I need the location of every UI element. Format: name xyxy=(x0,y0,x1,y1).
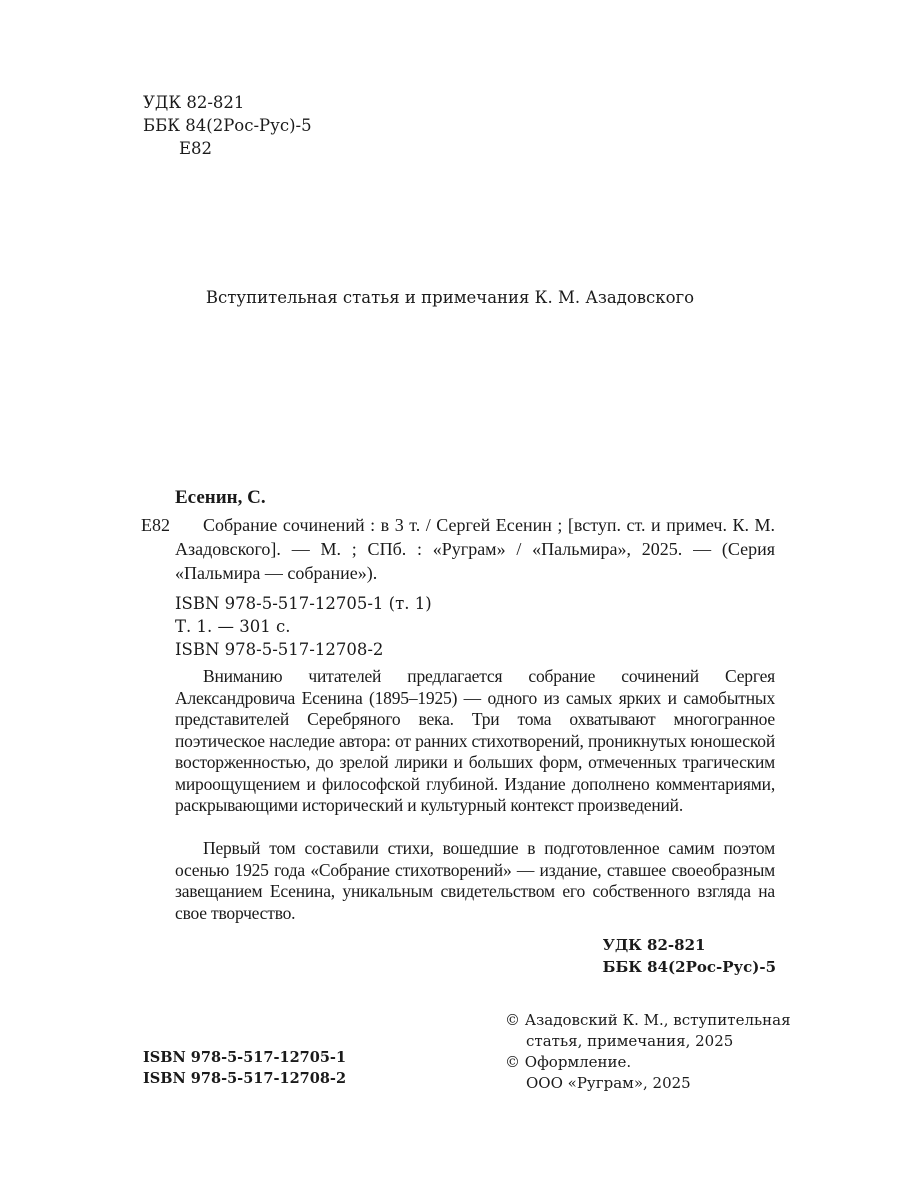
isbn-list-bottom xyxy=(143,1047,346,1089)
classification-codes-bottom xyxy=(603,934,776,978)
isbn-volume: ISBN 978-5-517-12705-1 (т. 1) xyxy=(175,594,432,613)
copyright-intro-cont: статья, примечания, 2025 xyxy=(526,1032,734,1050)
isbn-set: ISBN 978-5-517-12708-2 xyxy=(175,640,384,659)
copyright-block xyxy=(505,1010,791,1094)
author-mark: Е82 xyxy=(179,139,213,158)
copyright-intro: © Азадовский К. М., вступительная xyxy=(505,1011,791,1029)
annotation-paragraph: Вниманию читателей предлагается собрание сочинений Сергея Александровича Есенина (1895–1925) — одного из самых ярких и самобытных представителей Серебряного века. Три тома охватывают многогранное поэтическое наследие автора: от ранних стихотворений, проникнутых юношеской восторженностью, до зрелой лирики и больших форм, отмеченных трагическим мироощущением и философской глубиной. Издание дополнено комментариями, раскрывающими исторический и культурный контекст произведений. xyxy=(175,666,775,815)
isbn-set: ISBN 978-5-517-12708-2 xyxy=(143,1070,347,1087)
introduction-credit: Вступительная статья и примечания К. М. Азадовского xyxy=(205,288,695,307)
annotation-paragraph: Первый том составили стихи, вошедшие в подготовленное самим поэтом осенью 1925 года «Собрание стихотворений» — издание, ставшее своеобразным завещанием Есенина, уникальным свидетельством его собственного взгляда на свое творчество. xyxy=(175,838,775,923)
bbk-code: ББК 84(2Рос-Рус)-5 xyxy=(143,116,312,135)
bibliographic-description: Собрание сочинений : в 3 т. / Сергей Есенин ; [вступ. ст. и примеч. К. М. Азадовского]. — М. ; СПб. : «Руграм» / «Пальмира», 2025. — (Серия «Пальмира — собрание»). xyxy=(175,515,775,583)
author-heading: Есенин, С. xyxy=(175,487,266,508)
udk-code: УДК 82-821 xyxy=(143,93,245,112)
bbk-code: ББК 84(2Рос-Рус)-5 xyxy=(602,958,776,976)
volume-pages: Т. 1. — 301 с. xyxy=(175,617,291,636)
record-author-mark: Е82 xyxy=(141,515,170,535)
udk-code: УДК 82-821 xyxy=(602,936,706,954)
copyright-design-cont: ООО «Руграм», 2025 xyxy=(526,1074,691,1092)
isbn-block xyxy=(175,592,432,661)
classification-codes-top xyxy=(143,91,312,160)
isbn-volume: ISBN 978-5-517-12705-1 xyxy=(143,1049,347,1066)
copyright-design: © Оформление. xyxy=(505,1053,632,1071)
